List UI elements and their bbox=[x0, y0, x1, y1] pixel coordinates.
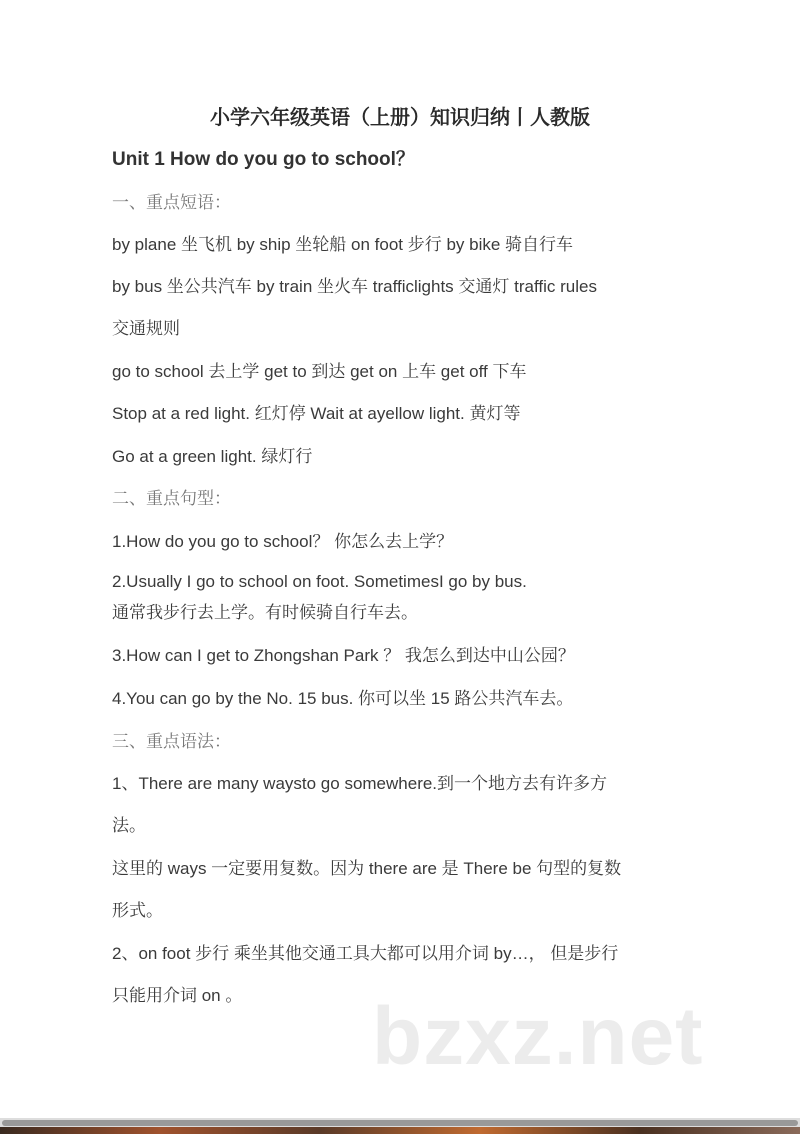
text-line: 2、on foot 步行 乘坐其他交通工具大都可以用介词 by…， 但是步行 bbox=[112, 944, 619, 963]
section-heading-grammar: 三、重点语法： bbox=[112, 732, 231, 751]
scrollbar-thumb[interactable] bbox=[2, 1120, 798, 1126]
text-line: 法。 bbox=[112, 816, 146, 835]
section-heading-phrases: 一、重点短语： bbox=[112, 193, 231, 212]
watermark: bzxz.net bbox=[372, 991, 704, 1082]
horizontal-scrollbar[interactable] bbox=[0, 1118, 800, 1127]
text-line: by bus 坐公共汽车 by train 坐火车 trafficlights 交通灯 traffic rules bbox=[112, 277, 597, 296]
text-line: 3.How can I get to Zhongshan Park ？ 我怎么到达中山公园？ bbox=[112, 646, 575, 665]
background-image-strip bbox=[0, 1127, 800, 1134]
text-line: 这里的 ways 一定要用复数。因为 there are 是 There be 句型的复数 bbox=[112, 859, 622, 878]
text-line: Stop at a red light. 红灯停 Wait at ayellow light. 黄灯等 bbox=[112, 404, 521, 423]
text-line: Go at a green light. 绿灯行 bbox=[112, 447, 313, 466]
text-line: 1.How do you go to school？ 你怎么去上学？ bbox=[112, 532, 454, 551]
text-line: 交通规则 bbox=[112, 319, 180, 338]
text-line: 只能用介词 on 。 bbox=[112, 986, 243, 1005]
text-line: 形式。 bbox=[112, 901, 163, 920]
text-line: by plane 坐飞机 by ship 坐轮船 on foot 步行 by bike 骑自行车 bbox=[112, 235, 574, 254]
text-line: 4.You can go by the No. 15 bus. 你可以坐 15 路公共汽车去。 bbox=[112, 689, 574, 708]
text-line: 2.Usually I go to school on foot. SometimesI go by bus. bbox=[112, 572, 527, 591]
text-line: 通常我步行去上学。有时候骑自行车去。 bbox=[112, 603, 418, 622]
document-title: 小学六年级英语（上册）知识归纳丨人教版 bbox=[210, 107, 590, 129]
text-line: go to school 去上学 get to 到达 get on 上车 get off 下车 bbox=[112, 362, 527, 381]
text-line: 1、There are many waysto go somewhere.到一个地方去有许多方 bbox=[112, 774, 608, 793]
unit-heading: Unit 1 How do you go to school？ bbox=[112, 149, 415, 170]
section-heading-sentences: 二、重点句型： bbox=[112, 489, 231, 508]
